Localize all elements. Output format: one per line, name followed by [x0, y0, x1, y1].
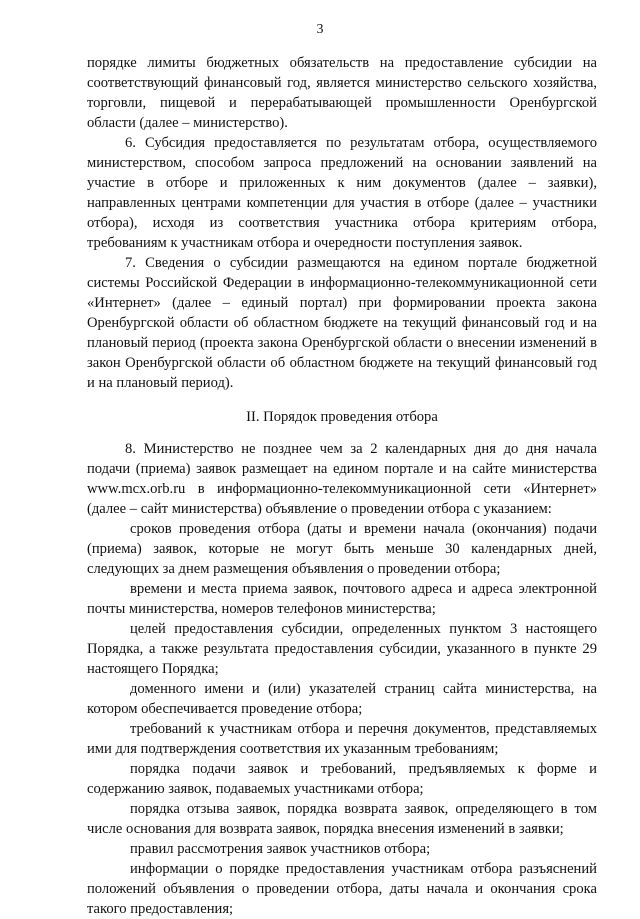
list-item: порядка отзыва заявок, порядка возврата заявок, определяющего в том числе основания для возврата заявок, порядка внесения изменений в заявки;	[87, 801, 597, 837]
list-item: информации о порядке предоставления участникам отбора разъяснений положений объявления о проведении отбора, даты начала и окончания срока такого предоставления;	[87, 861, 597, 917]
list-item: требований к участникам отбора и перечня документов, представляемых ими для подтверждения соответствия их указанным требованиям;	[87, 721, 597, 757]
paragraph-5-continuation: порядке лимиты бюджетных обязательств на предоставление субсидии на соответствующий финансовый год, является министерство сельского хозяйства, торговли, пищевой и перерабатывающей промышленности Оренбургской области (далее – министерство).	[87, 55, 597, 131]
paragraph-6: 6. Субсидия предоставляется по результатам отбора, осуществляемого министерством, способом запроса предложений на основании заявлений на участие в отборе и приложенных к ним документов (далее – заявки), направленных центрами компетенции для участия в отборе (далее – участники отбора), исходя из соответствия участника отбора критериям отбора, требованиям к участникам отбора и очередности поступления заявок.	[87, 135, 597, 251]
list-item: порядка подачи заявок и требований, предъявляемых к форме и содержанию заявок, подаваемых участниками отбора;	[87, 761, 597, 797]
paragraph-7: 7. Сведения о субсидии размещаются на едином портале бюджетной системы Российской Федерации в информационно-телекоммуникационной сети «Интернет» (далее – единый портал) при формировании проекта закона Оренбургской области об областном бюджете на текущий финансовый год и на плановый период (проекта закона Оренбургской области о внесении изменений в закон Оренбургской области об областном бюджете на текущий финансовый год и на плановый период).	[87, 255, 597, 391]
page-number: 3	[316, 22, 324, 37]
list-item: целей предоставления субсидии, определенных пунктом 3 настоящего Порядка, а также результата предоставления субсидии, указанного в пункте 29 настоящего Порядка;	[87, 621, 597, 677]
list-item: доменного имени и (или) указателей страниц сайта министерства, на котором обеспечивается проведение отбора;	[87, 681, 597, 717]
paragraph-8: 8. Министерство не позднее чем за 2 календарных дня до дня начала подачи (приема) заявок размещает на едином портале и на сайте министерства www.mcx.orb.ru в информационно-телекоммуникационной сети «Интернет» (далее – сайт министерства) объявление о проведении отбора с указанием:	[87, 441, 597, 517]
list-item: времени и места приема заявок, почтового адреса и адреса электронной почты министерства, номеров телефонов министерства;	[87, 581, 597, 617]
list-item: сроков проведения отбора (даты и времени начала (окончания) подачи (приема) заявок, которые не могут быть меньше 30 календарных дней, следующих за днем размещения объявления о проведении отбора;	[87, 521, 597, 577]
document-body	[87, 53, 597, 919]
section-heading: II. Порядок проведения отбора	[246, 409, 438, 425]
list-item: правил рассмотрения заявок участников отбора;	[130, 841, 431, 857]
